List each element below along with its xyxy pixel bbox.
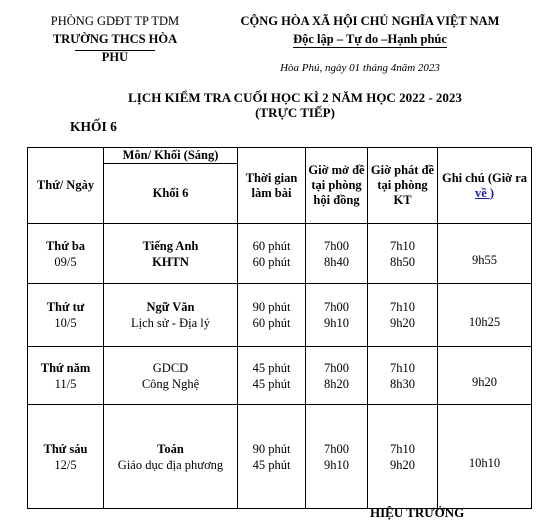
dispatch-time-cell xyxy=(368,284,438,347)
dispatch-time-cell xyxy=(368,224,438,284)
subject-cell xyxy=(104,284,238,347)
dispatch-time-cell xyxy=(368,347,438,405)
note-cell xyxy=(438,347,532,405)
national-heading xyxy=(225,12,515,48)
header-duration: Thời gian làm bài xyxy=(238,148,306,224)
open-time-cell-line: 7h00 xyxy=(324,441,349,456)
title-line-1: LỊCH KIỂM TRA CUỐI HỌC KÌ 2 NĂM HỌC 2022 - 2023 xyxy=(128,90,462,105)
duration-cell-line: 60 phút xyxy=(252,238,291,253)
note-cell xyxy=(438,224,532,284)
subject-cell xyxy=(104,405,238,509)
header-note-link[interactable]: về ) xyxy=(474,185,495,200)
header-note xyxy=(438,148,532,224)
subject-cell-line: Tiếng Anh xyxy=(142,238,199,253)
day-cell-line: Thứ năm xyxy=(40,360,91,375)
subject-cell xyxy=(104,347,238,405)
table-row xyxy=(28,405,532,509)
subject-cell-line: Giáo dục địa phương xyxy=(117,457,224,472)
header-subject-grade: Khối 6 xyxy=(104,164,238,224)
dispatch-time-cell xyxy=(368,405,438,509)
header-subject-group: Môn/ Khối (Sáng) xyxy=(104,148,238,164)
open-time-cell-line: 7h00 xyxy=(324,238,349,253)
table-row xyxy=(28,224,532,284)
note-cell-value: 10h10 xyxy=(468,456,501,470)
open-time-cell-line: 8h20 xyxy=(324,376,349,391)
open-time-cell xyxy=(306,284,368,347)
dispatch-time-cell-line: 8h30 xyxy=(390,376,415,391)
subject-cell-line: Công Nghệ xyxy=(141,376,200,391)
duration-cell xyxy=(238,347,306,405)
table-row xyxy=(28,284,532,347)
note-cell-value: 9h55 xyxy=(472,253,497,267)
national-motto: Độc lập – Tự do –Hạnh phúc xyxy=(293,32,447,46)
note-cell-value: 9h20 xyxy=(472,375,497,389)
duration-cell xyxy=(238,405,306,509)
issuing-office xyxy=(40,12,190,66)
school-name: TRƯỜNG THCS HÒA PHÚ xyxy=(52,32,178,64)
note-cell xyxy=(438,405,532,509)
subject-cell-line: Toán xyxy=(157,441,184,456)
dispatch-time-cell-line: 9h20 xyxy=(390,457,415,472)
open-time-cell xyxy=(306,347,368,405)
dispatch-time-cell-line: 9h20 xyxy=(390,316,415,330)
duration-cell-line: 90 phút xyxy=(252,441,291,456)
day-cell-line: Thứ tư xyxy=(46,300,85,314)
duration-cell-line: 45 phút xyxy=(252,360,291,375)
header-open-time: Giờ mở đề tại phòng hội đồng xyxy=(306,148,368,224)
header-note-text: Ghi chú (Giờ ra xyxy=(441,170,528,185)
duration-cell-line: 60 phút xyxy=(252,254,291,269)
table-row xyxy=(28,347,532,405)
day-cell-line: 10/5 xyxy=(54,316,77,330)
grade-label: KHỐI 6 xyxy=(70,119,117,134)
open-time-cell xyxy=(306,224,368,284)
day-cell xyxy=(28,405,104,509)
document-title xyxy=(60,90,530,120)
header-day: Thứ/ Ngày xyxy=(28,148,104,224)
subject-cell-line: GDCD xyxy=(152,360,189,375)
subject-cell xyxy=(104,224,238,284)
header-row-1 xyxy=(28,148,532,164)
note-cell-value: 10h25 xyxy=(468,314,501,329)
duration-cell xyxy=(238,224,306,284)
issue-date: Hòa Phú, ngày 01 tháng 4năm 2023 xyxy=(280,62,440,74)
day-cell-line: 11/5 xyxy=(54,376,77,391)
exam-schedule-table xyxy=(27,147,532,509)
open-time-cell-line: 8h40 xyxy=(324,254,349,269)
subject-cell-line: KHTN xyxy=(152,254,189,269)
department-name: PHÒNG GDĐT TP TDM xyxy=(50,14,180,28)
day-cell-line: 12/5 xyxy=(54,457,77,472)
duration-cell-line: 45 phút xyxy=(252,376,291,391)
dispatch-time-cell-line: 7h10 xyxy=(390,360,415,375)
dispatch-time-cell-line: 7h10 xyxy=(390,300,415,314)
dispatch-time-cell-line: 7h10 xyxy=(390,238,415,253)
note-cell xyxy=(438,284,532,347)
open-time-cell-line: 7h00 xyxy=(324,360,349,375)
principal-signature-title: HIỆU TRƯỞNG xyxy=(370,505,465,520)
open-time-cell-line: 7h00 xyxy=(324,300,349,314)
duration-cell xyxy=(238,284,306,347)
day-cell xyxy=(28,224,104,284)
header-divider xyxy=(75,50,155,51)
day-cell-line: Thứ ba xyxy=(45,238,86,253)
open-time-cell xyxy=(306,405,368,509)
day-cell xyxy=(28,347,104,405)
day-cell-line: Thứ sáu xyxy=(43,441,88,456)
duration-cell-line: 60 phút xyxy=(252,316,291,330)
title-line-2: (TRỰC TIẾP) xyxy=(255,105,335,120)
header-dispatch-time: Giờ phát đề tại phòng KT xyxy=(368,148,438,224)
open-time-cell-line: 9h10 xyxy=(324,316,349,330)
country-name: CỘNG HÒA XÃ HỘI CHỦ NGHĨA VIỆT NAM xyxy=(240,14,500,28)
subject-cell-line: Ngữ Văn xyxy=(146,300,195,314)
day-cell-line: 09/5 xyxy=(54,254,77,269)
dispatch-time-cell-line: 7h10 xyxy=(390,441,415,456)
day-cell xyxy=(28,284,104,347)
open-time-cell-line: 9h10 xyxy=(324,457,349,472)
duration-cell-line: 45 phút xyxy=(252,457,291,472)
subject-cell-line: Lịch sử - Địa lý xyxy=(131,316,210,330)
dispatch-time-cell-line: 8h50 xyxy=(390,254,415,269)
duration-cell-line: 90 phút xyxy=(252,300,291,314)
